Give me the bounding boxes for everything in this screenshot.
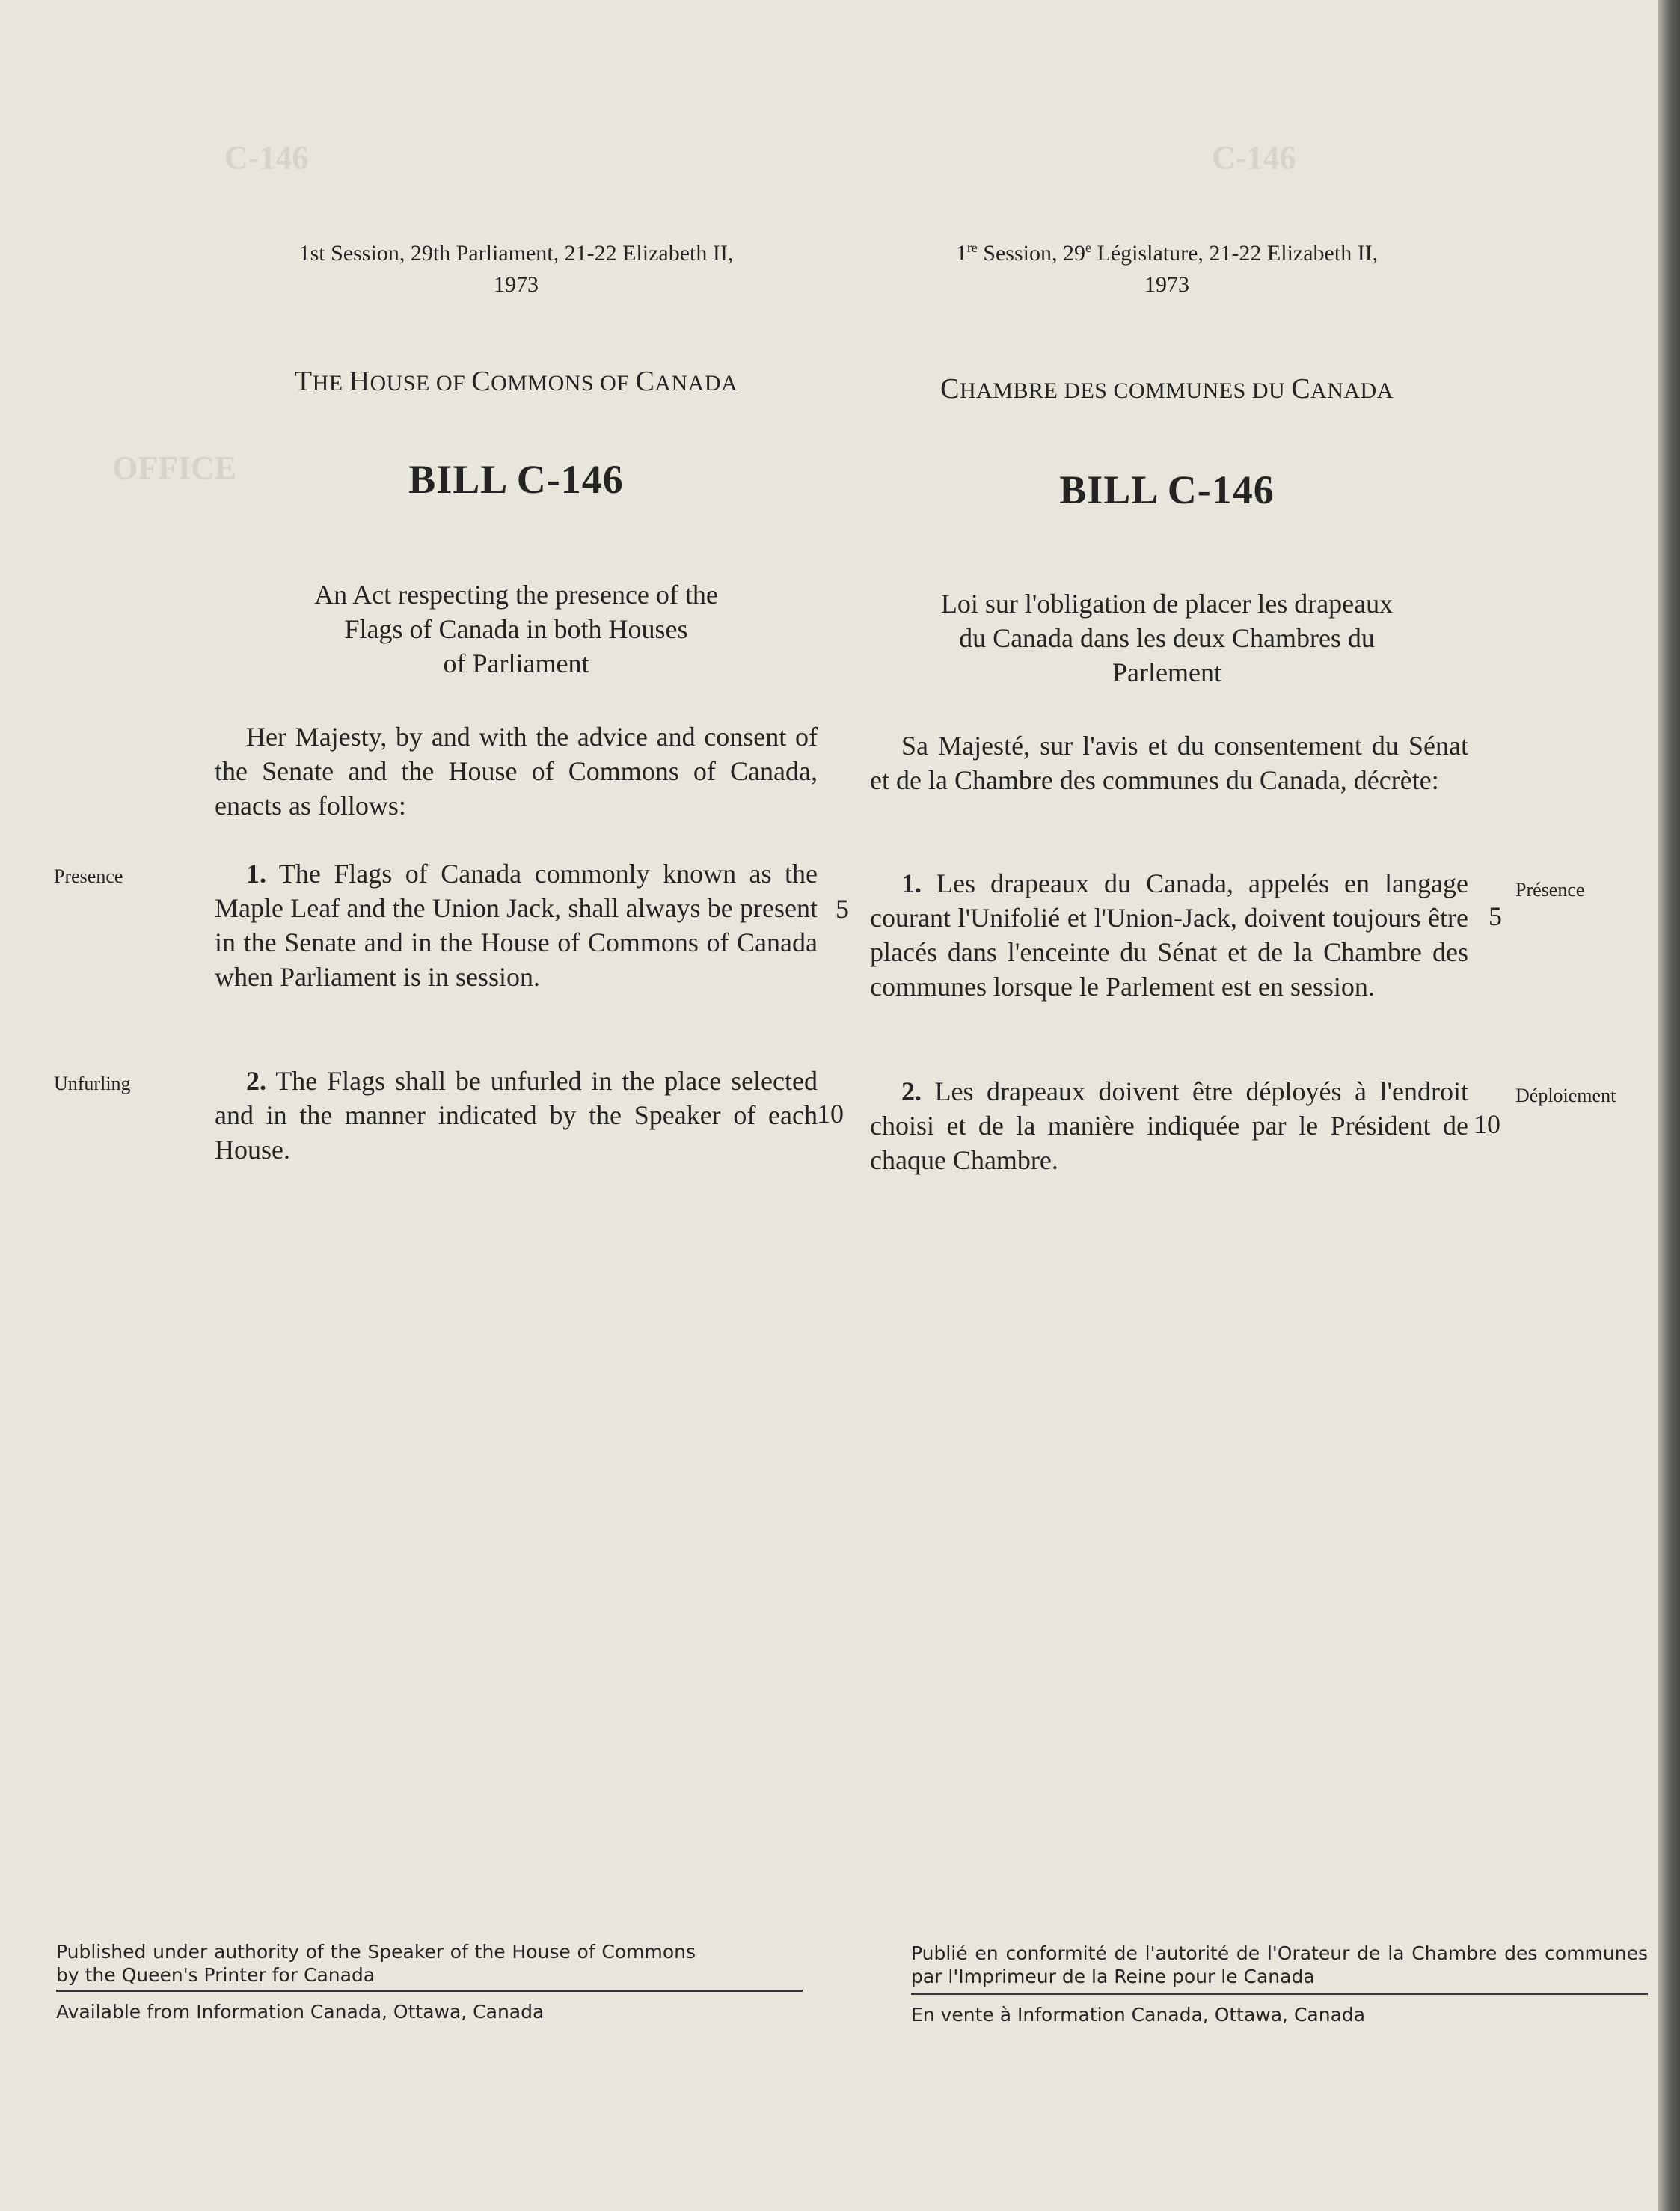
footer-published-french: Publié en conformité de l'autorité de l'Orateur de la Chambre des communes par l'Imprimeur de la Reine pour le Canada	[911, 1942, 1648, 1987]
show-through-text: OFFICE	[112, 450, 237, 486]
section-1-french	[870, 866, 1468, 1004]
section-body: Les drapeaux du Canada, appelés en langage courant l'Unifolié et l'Union-Jack, doivent toujours être placés dans l'enceinte du Sénat et de la Chambre des communes lorsque le Parlement est en session.	[870, 868, 1469, 1002]
marginal-note-presence-french: Présence	[1515, 879, 1585, 901]
session-line	[213, 238, 819, 301]
section-body: Les drapeaux doivent être déployés à l'endroit choisi et de la manière indiquée par le Président de chaque Chambre.	[870, 1076, 1468, 1175]
section-2-french	[870, 1074, 1468, 1177]
section-body: The Flags of Canada commonly known as the Maple Leaf and the Union Jack, shall always be present in the Senate and in the House of Commons of Canada when Parliament is in session.	[215, 859, 818, 992]
section-number: 1.	[246, 859, 266, 889]
show-through-text: C-146	[1212, 139, 1296, 176]
session-text: 1st Session, 29th Parliament, 21-22 Elizabeth II,	[298, 241, 734, 266]
section-1-text	[215, 856, 818, 994]
session-sup: re	[966, 240, 978, 255]
house-heading-part: C	[940, 373, 960, 405]
footer-available-english: Available from Information Canada, Ottawa, Canada	[56, 2001, 545, 2023]
bill-title-line: of Parliament	[443, 648, 589, 678]
house-heading	[213, 365, 819, 398]
marginal-note-deploiement: Déploiement	[1515, 1085, 1616, 1106]
house-heading-part: OUSE OF	[370, 371, 472, 396]
house-heading-part: ANADA	[654, 371, 738, 396]
enacting-clause	[215, 720, 818, 823]
house-heading-part: T	[294, 366, 313, 397]
section-number: 2.	[901, 1076, 922, 1106]
section-body: The Flags shall be unfurled in the place selected and in the manner indicated by the Speaker of each House.	[215, 1066, 818, 1165]
enacting-text: Her Majesty, by and with the advice and consent of the Senate and the House of Commons of Canada, enacts as follows:	[215, 722, 818, 821]
footer-published-english: Published under authority of the Speaker of the House of Commons by the Queen's Printer for Canada	[56, 1941, 696, 1986]
house-heading-part: HAMBRE DES COMMUNES DU	[959, 378, 1292, 403]
footer-rule-french	[911, 1993, 1648, 1995]
line-number: 5	[1489, 901, 1502, 931]
section-2-text	[215, 1064, 818, 1167]
session-line-french	[864, 238, 1470, 301]
page-binding-edge	[1658, 0, 1680, 2211]
house-heading-french	[864, 372, 1470, 405]
house-heading-part: ANADA	[1310, 378, 1394, 403]
enacting-text-french: Sa Majesté, sur l'avis et du consentement du Sénat et de la Chambre des communes du Canada, décrète:	[870, 731, 1468, 795]
house-heading-part: OMMONS OF	[491, 371, 636, 396]
session-year: 1973	[494, 272, 539, 297]
session-year-french: 1973	[1144, 272, 1189, 297]
session-part: 1	[955, 241, 967, 266]
bill-title-line: Parlement	[1112, 657, 1221, 687]
session-part: Session, 29	[977, 241, 1085, 266]
house-heading-part: C	[471, 366, 491, 397]
marginal-note-unfurling: Unfurling	[54, 1073, 131, 1094]
section-number: 2.	[246, 1066, 266, 1096]
session-sup: e	[1085, 240, 1091, 255]
footer-rule	[56, 1990, 803, 1992]
house-heading-part: C	[1291, 373, 1311, 405]
section-1-text-french	[870, 866, 1468, 1004]
line-number: 10	[817, 1099, 844, 1129]
house-heading-part: H	[349, 366, 370, 397]
bill-title-french	[864, 586, 1470, 690]
line-number: 10	[1474, 1109, 1500, 1139]
marginal-note-presence: Presence	[54, 865, 123, 887]
bill-title	[213, 577, 819, 681]
bill-title-line: Flags of Canada in both Houses	[344, 614, 688, 644]
bill-title-line: Loi sur l'obligation de placer les drapeaux	[940, 589, 1394, 619]
bill-number: BILL C-146	[408, 457, 624, 502]
session-part: Législature, 21-22 Elizabeth II,	[1091, 241, 1379, 266]
session-text-french	[864, 238, 1470, 269]
line-number: 5	[836, 894, 849, 924]
section-1	[215, 856, 818, 994]
bill-number-french: BILL C-146	[1059, 467, 1275, 512]
section-number: 1.	[901, 868, 922, 898]
footer-available-french: En vente à Information Canada, Ottawa, Canada	[911, 2004, 1366, 2026]
house-heading-part: HE	[312, 371, 349, 396]
english-column	[213, 238, 819, 301]
section-2-text-french	[870, 1074, 1468, 1177]
bill-title-line: An Act respecting the presence of the	[314, 580, 718, 610]
house-heading-part: C	[635, 366, 655, 397]
section-2	[215, 1064, 818, 1167]
bill-title-line: du Canada dans les deux Chambres du	[959, 623, 1375, 653]
show-through-text: C-146	[224, 139, 309, 176]
enacting-clause-french	[870, 729, 1468, 797]
